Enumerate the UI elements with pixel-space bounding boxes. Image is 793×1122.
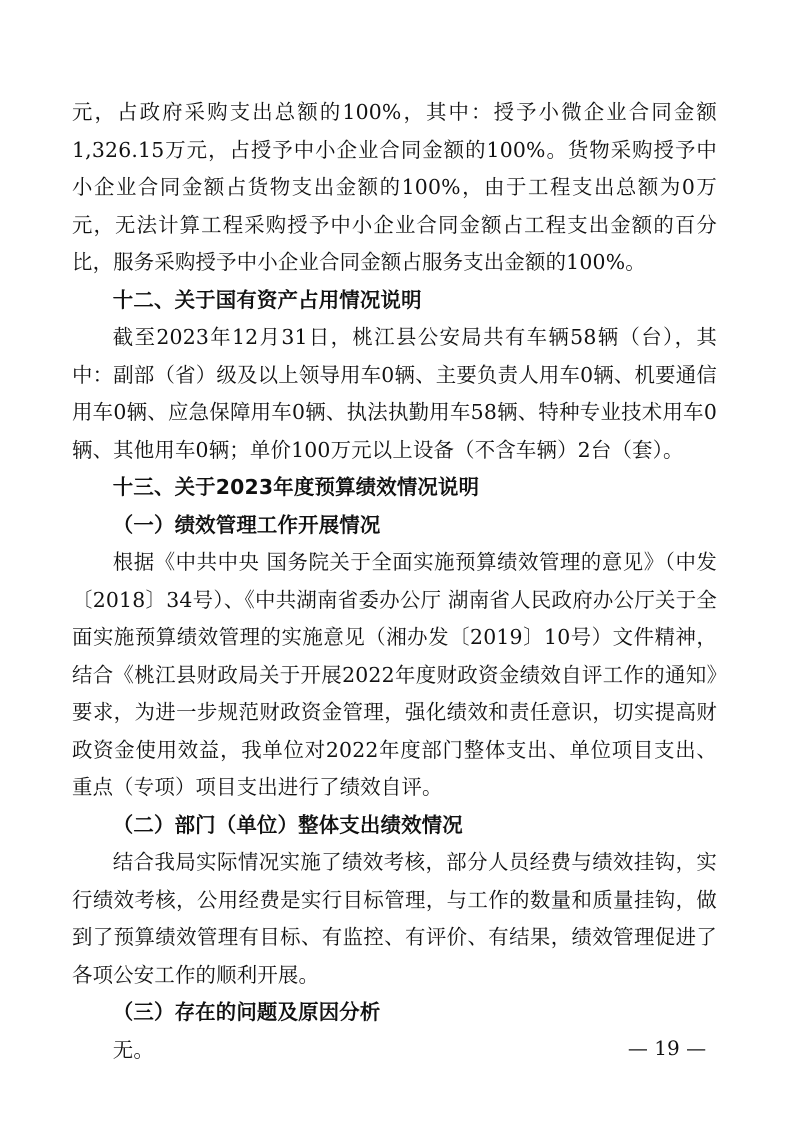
- paragraph-overall-expenditure: 结合我局实际情况实施了绩效考核，部分人员经费与绩效挂钩，实行绩效考核，公用经费是实行目标管理，与工作的数量和质量挂钩，做到了预算绩效管理有目标、有监控、有评价、有结果，绩效管理促进了各项公安工作的顺利开展。: [72, 850, 717, 987]
- paragraph-problems-analysis: 无。: [112, 1037, 154, 1062]
- paragraph-performance-management: 根据《中共中央 国务院关于全面实施预算绩效管理的意见》（中发〔2018〕34号）、《中共湖南省委办公厅 湖南省人民政府办公厅关于全面实施预算绩效管理的实施意见（湘办发〔2019〕10号）文件精神，结合《桃江县财政局关于开展2022年度财政资金绩效自评工作的通知》要求，为进一步规范财政资金管理，强化绩效和责任意识，切实提高财政资金使用效益，我单位对2022年度部门整体支出、单位项目支出、重点（专项）项目支出进行了绩效自评。: [72, 550, 717, 799]
- paragraph-state-assets: 截至2023年12月31日，桃江县公安局共有车辆58辆（台），其中：副部（省）级及以上领导用车0辆、主要负责人用车0辆、机要通信用车0辆、应急保障用车0辆、执法执勤用车58辆、特种专业技术用车0辆、其他用车0辆；单价100万元以上设备（不含车辆）2台（套）。: [72, 325, 717, 462]
- heading-state-assets: 十二、关于国有资产占用情况说明: [112, 287, 422, 312]
- page-number: — 19 —: [627, 1036, 707, 1060]
- heading-problems-analysis: （三）存在的问题及原因分析: [112, 1000, 381, 1024]
- heading-budget-performance: 十三、关于2023年度预算绩效情况说明: [112, 475, 480, 499]
- document-body: [72, 94, 717, 1069]
- heading-overall-expenditure: （二）部门（单位）整体支出绩效情况: [112, 812, 463, 837]
- paragraph-procurement-summary: 元，占政府采购支出总额的100%，其中：授予小微企业合同金额1,326.15万元，占授予中小企业合同金额的100%。货物采购授予中小企业合同金额占货物支出金额的100%，由于工程支出总额为0万元，无法计算工程采购授予中小企业合同金额占工程支出金额的百分比，服务采购授予中小企业合同金额占服务支出金额的100%。: [72, 100, 717, 274]
- heading-performance-management: （一）绩效管理工作开展情况: [112, 512, 381, 537]
